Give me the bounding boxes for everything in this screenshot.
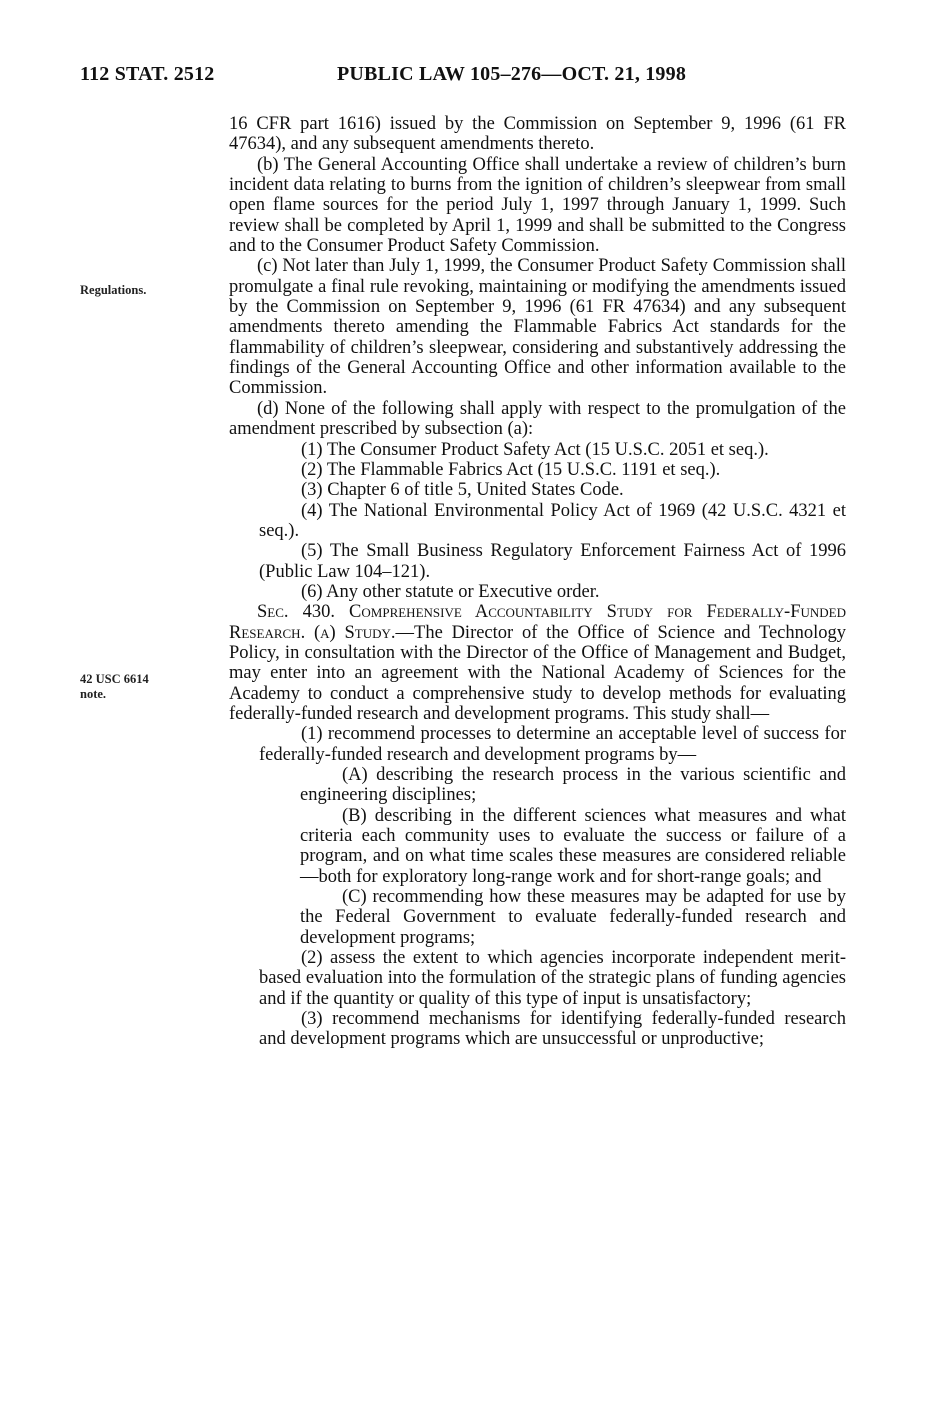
paragraph-d: (d) None of the following shall apply with respect to the promulgation of the amendment prescribed by subsection (a): (229, 398, 846, 440)
list-item-1b: (B) describing in the different sciences what measures and what criteria each community uses to evaluate the success or failure of a program, and on what time scales these measures are considered reliable—both for exploratory long-range work and for short-range goals; and (300, 805, 846, 887)
paragraph-c: (c) Not later than July 1, 1999, the Consumer Product Safety Commission shall promulgate a final rule revoking, maintaining or modifying the amendments issued by the Commission on September 9, 1996 (61 FR 47634) and any subsequent amendments thereto amending the Flammable Fabrics Act standards for the flammability of children’s sleepwear, considering and substantively addressing the findings of the General Accounting Office and other information available to the Commission. (229, 256, 846, 399)
section-label: Sec. 430. (257, 602, 335, 623)
list-item-2: (2) assess the extent to which agencies incorporate independent merit-based evaluation into the formulation of the strategic plans of funding agencies and if the quantity or quality of this type of input is unsatisfactory; (259, 948, 846, 1009)
subsection-a-heading: (a) Study. (314, 622, 396, 643)
section-title: Comprehensive Accountability Study for Federally-Funded Research. (229, 602, 846, 643)
margin-note-regulations: Regulations. (80, 283, 147, 297)
paragraph-continuation: 16 CFR part 1616) issued by the Commission on September 9, 1996 (61 FR 47634), and any subsequent amendments thereto. (229, 114, 846, 155)
list-item-d2: (2) The Flammable Fabrics Act (15 U.S.C. 1191 et seq.). (301, 459, 721, 480)
list-item-d5: (5) The Small Business Regulatory Enforcement Fairness Act of 1996 (Public Law 104–121). (259, 541, 846, 582)
margin-note-usc-citation (80, 672, 149, 702)
list-item-3: (3) recommend mechanisms for identifying federally-funded research and development programs which are unsuccessful or unproductive; (259, 1009, 846, 1050)
list-item-1: (1) recommend processes to determine an acceptable level of success for federally-funded research and development programs by— (259, 724, 846, 765)
list-item-d4: (4) The National Environmental Policy Act of 1969 (42 U.S.C. 4321 et seq.). (259, 500, 846, 541)
section-430-text: —The Director of the Office of Science and Technology Policy, in consultation with the Director of the Office of Management and Budget, may enter into an agreement with the National Academy of Sciences for the Academy to conduct a comprehensive study to develop methods for evaluating federally-funded research and development programs. This study shall— (229, 622, 847, 724)
list-item-d1: (1) The Consumer Product Safety Act (15 U.S.C. 2051 et seq.). (301, 439, 769, 460)
paragraph-b: (b) The General Accounting Office shall undertake a review of children’s burn incident data relating to burns from the ignition of children’s sleepwear from small open flame sources for the period July 1, 1997 through January 1, 1999. Such review shall be completed by April 1, 1999 and shall be submitted to the Congress and to the Consumer Product Safety Commission. (229, 154, 846, 257)
margin-note-usc-line: 42 USC 6614 (80, 672, 149, 686)
document-body (229, 114, 846, 1050)
public-law-title: PUBLIC LAW 105–276—OCT. 21, 1998 (337, 63, 687, 85)
margin-note-usc-line: note. (80, 687, 107, 701)
statute-page-number: 112 STAT. 2512 (80, 63, 215, 85)
section-430-paragraph (229, 602, 846, 724)
list-item-d6: (6) Any other statute or Executive order. (301, 581, 600, 602)
list-item-1c: (C) recommending how these measures may be adapted for use by the Federal Government to evaluate federally-funded research and development programs; (300, 887, 846, 948)
list-item-1a: (A) describing the research process in the various scientific and engineering disciplines; (300, 765, 846, 806)
list-item-d3: (3) Chapter 6 of title 5, United States Code. (301, 480, 624, 501)
page-header (80, 63, 850, 93)
